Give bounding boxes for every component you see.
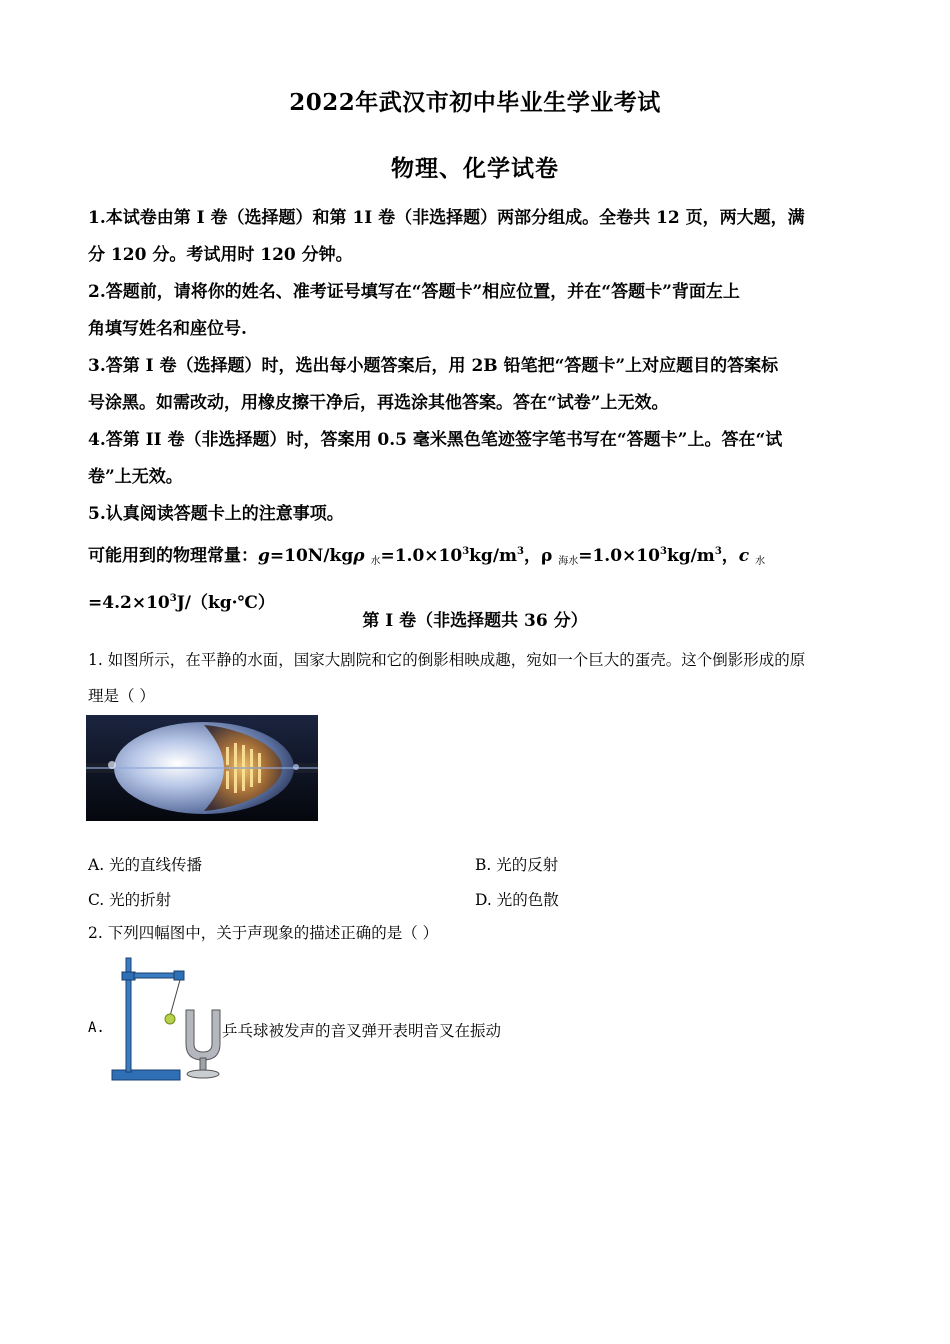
question-2-stem: 2. 下列四幅图中，关于声现象的描述正确的是（ ） <box>88 924 439 942</box>
option-a-text: 乒乓球被发声的音叉弹开表明音叉在振动 <box>222 1022 502 1040</box>
instructions <box>88 200 868 622</box>
option-c[interactable]: C. 光的折射 <box>88 891 172 909</box>
option-a[interactable]: A. 光的直线传播 <box>88 856 203 874</box>
physics-constants <box>88 533 868 580</box>
instruction-line: 1.本试卷由第 I 卷（选择题）和第 1I 卷（非选择题）两部分组成。全卷共 12 页，两大题，满 <box>88 208 805 228</box>
tuning-fork-apparatus <box>108 952 226 1084</box>
instruction-line: 2.答题前，请将你的姓名、准考证号填写在“答题卡”相应位置，并在“答题卡”背面左上 <box>88 282 740 302</box>
tuning-fork-icon <box>108 952 226 1084</box>
rho-water-value: =1.0×10 <box>380 546 463 566</box>
exam-subtitle: 物理、化学试卷 <box>391 155 559 182</box>
rho-symbol-2: ρ <box>541 546 553 566</box>
g-symbol: g <box>258 546 270 566</box>
separator: ， <box>721 546 739 566</box>
exponent: 3 <box>462 546 470 557</box>
question-1 <box>88 642 868 714</box>
c-value: =4.2×10 <box>88 593 170 613</box>
option-d[interactable]: D. 光的色散 <box>475 891 559 909</box>
exponent: 3 <box>714 546 722 557</box>
separator: ， <box>524 546 541 566</box>
c-water-subscript: 水 <box>755 556 766 567</box>
instruction-line: 4.答第 II 卷（非选择题）时，答案用 0.5 毫米黑色笔迹签字笔书写在“答题卡”上。答在“试 <box>88 430 783 450</box>
national-theatre-illustration <box>86 715 318 821</box>
exam-title: 2022年武汉市初中毕业生学业考试 <box>289 89 661 116</box>
density-unit: kg/m <box>666 546 715 566</box>
instruction-line: 卷”上无效。 <box>88 467 183 487</box>
instruction-line: 3.答第 I 卷（选择题）时，选出每小题答案后，用 2B 铅笔把“答题卡”上对应题目的答案标 <box>88 356 779 376</box>
c-symbol: c <box>738 546 750 566</box>
constants-prefix: 可能用到的物理常量： <box>88 546 258 566</box>
national-theatre-photo <box>86 715 318 821</box>
rho-water-subscript: 水 <box>370 556 381 567</box>
section-title: 第 I 卷（非选择题共 36 分） <box>362 611 588 631</box>
density-unit: kg/m <box>469 546 518 566</box>
option-a-label[interactable]: A. <box>88 1020 105 1036</box>
rho-seawater-value: =1.0×10 <box>578 546 660 566</box>
rho-seawater-subscript: 海水 <box>558 556 579 567</box>
question-1-stem-line1: 1. 如图所示，在平静的水面，国家大剧院和它的倒影相映成趣，宛如一个巨大的蛋壳。这个倒影形成的原 <box>88 651 806 669</box>
instruction-line: 5.认真阅读答题卡上的注意事项。 <box>88 504 344 524</box>
instruction-line: 角填写姓名和座位号. <box>88 319 247 339</box>
option-b[interactable]: B. 光的反射 <box>475 856 559 874</box>
exponent: 3 <box>659 546 667 557</box>
g-value: =10N/kg <box>269 546 354 566</box>
question-1-stem-line2: 理是（ ） <box>88 687 155 705</box>
instruction-line: 号涂黑。如需改动，用橡皮擦干净后，再选涂其他答案。答在“试卷”上无效。 <box>88 393 669 413</box>
exponent: 3 <box>169 593 177 604</box>
rho-symbol: ρ <box>353 546 365 566</box>
instruction-line: 分 120 分。考试用时 120 分钟。 <box>88 245 353 265</box>
c-unit: J/（kg·℃） <box>176 593 275 613</box>
exponent: 3 <box>517 546 524 557</box>
